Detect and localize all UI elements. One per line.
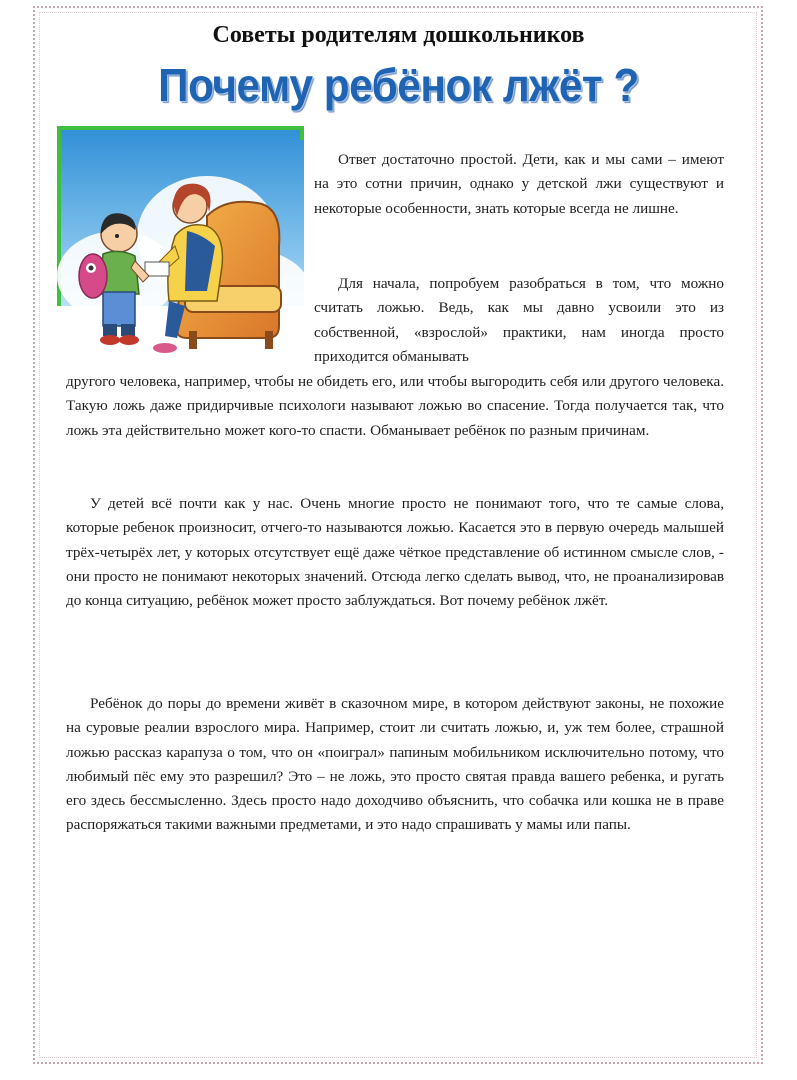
page-title: Почему ребёнок лжёт ? [158, 59, 639, 111]
mother-and-child-illustration [57, 126, 304, 362]
paragraph-fairy-tale-world: Ребёнок до поры до времени живёт в сказочном мире, в котором действуют законы, не похожие на суровые реалии взрослого мира. Например, стоит ли считать ложью, и, уж тем более, страшной ложью рассказ карапуза о том, что он «поиграл» папиным мобильником исключительно потому, что любимый пёс ему это разрешил? Это – не ложь, это просто святая правда вашего ребенка, и ругать его здесь бессмысленно. Здесь просто надо доходчиво объяснить, что собачка или кошка не в праве распоряжаться такими важными предметами, и это надо спрашивать у мамы или папы. [66, 695, 724, 834]
paragraph-children-understanding: У детей всё почти как у нас. Очень многие просто не понимают того, что те самые слова, которые ребенок произносит, отчего-то называются ложью. Касается это в первую очередь малышей трёх-четырёх лет, у которых отсутствует ещё даже чёткое представление об истинном смысле слов, - они просто не понимают некоторых значений. Отсюда легко сделать вывод, что, не проанализировав до конца ситуацию, ребёнок может просто заблуждаться. Вот почему ребёнок лжёт. [66, 495, 724, 610]
paragraph-intro: Ответ достаточно простой. Дети, как и мы сами – имеют на это сотни причин, однако у детской лжи существуют и некоторые особенности, знать которые всегда не лишне. [314, 151, 724, 217]
page-subtitle: Советы родителям дошкольников [212, 22, 585, 48]
paragraph-lie-definition-continued: другого человека, например, чтобы не обидеть его, или чтобы выгородить себя или другого человека. Такую ложь даже придирчивые психологи называют ложью во спасение. Тогда получается так, что ложь эта действительно может кого-то спасти. Обманывает ребёнок по разным причинам. [66, 373, 724, 439]
paragraph-lie-definition: Для начала, попробуем разобраться в том, что можно считать ложью. Ведь, как мы давно усвоили это из собственной, «взрослой» практики, нам иногда просто приходится обманывать [314, 275, 724, 365]
